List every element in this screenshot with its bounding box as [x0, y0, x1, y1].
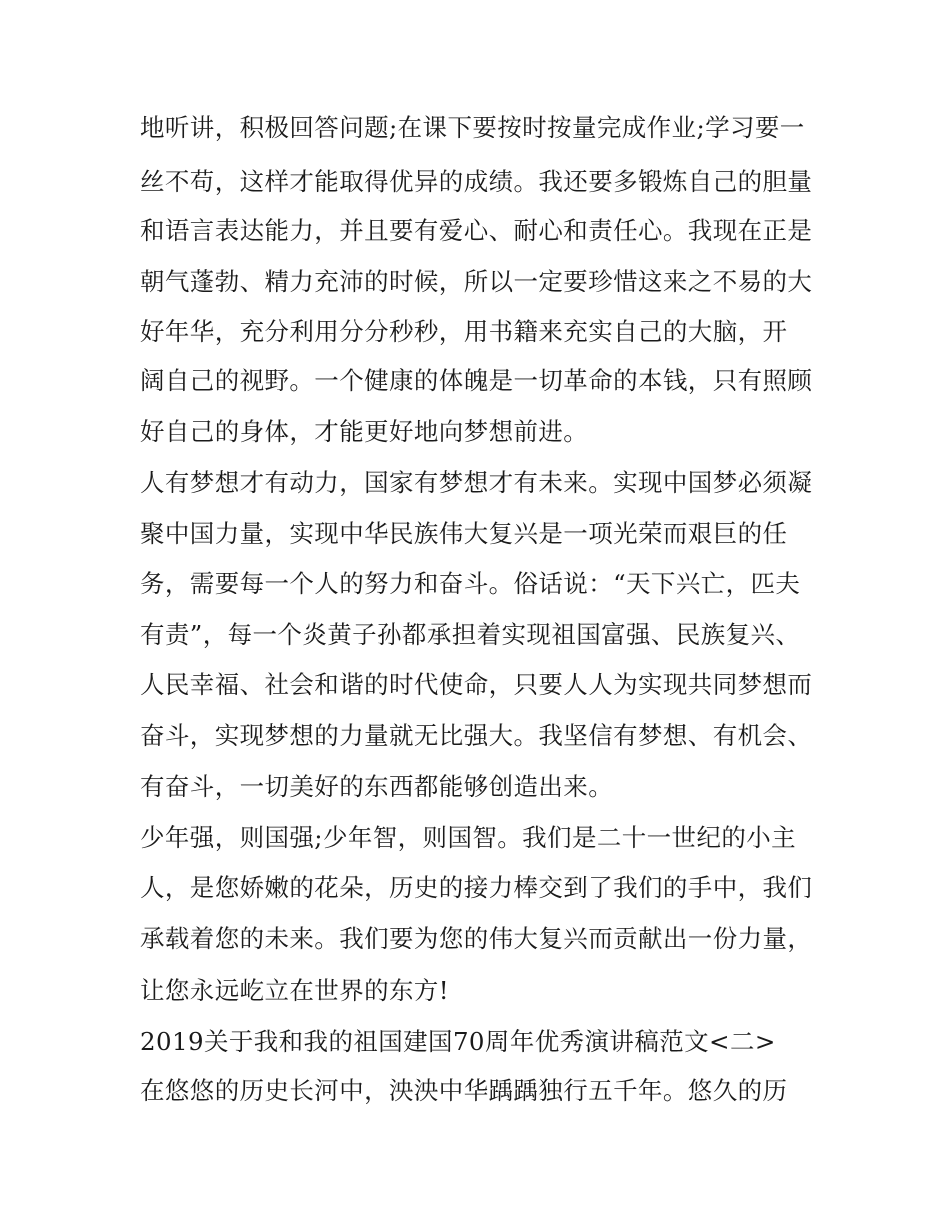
text-line: 好年华，充分利用分分秒秒，用书籍来充实自己的大脑，开 [140, 317, 788, 346]
text-line: 和语言表达能力，并且要有爱心、耐心和责任心。我现在正是 [140, 216, 813, 245]
text-line: 有责”，每一个炎黄子孙都承担着实现祖国富强、民族复兴、 [140, 620, 801, 649]
text-line: 务，需要每一个人的努力和奋斗。俗话说：“天下兴亡，匹夫 [140, 569, 801, 598]
text-line: 承载着您的未来。我们要为您的伟大复兴而贡献出一份力量， [140, 924, 813, 953]
text-line: 好自己的身体，才能更好地向梦想前进。 [140, 417, 589, 446]
text-line: 人，是您娇嫩的花朵，历史的接力棒交到了我们的手中，我们 [140, 873, 813, 902]
text-line: 丝不苟，这样才能取得优异的成绩。我还要多锻炼自己的胆量 [140, 167, 813, 196]
text-line: 人民幸福、社会和谐的时代使命，只要人人为实现共同梦想而 [140, 670, 813, 699]
text-line: 少年强，则国强;少年智，则国智。我们是二十一世纪的小主 [140, 823, 797, 852]
text-line: 地听讲，积极回答问题;在课下要按时按量完成作业;学习要一 [140, 113, 805, 142]
section-heading: 2019关于我和我的祖国建国70周年优秀演讲稿范文<二> [140, 1027, 776, 1056]
text-line: 让您永远屹立在世界的东方! [140, 976, 450, 1005]
text-line: 在悠悠的历史长河中，泱泱中华踽踽独行五千年。悠久的历 [140, 1076, 788, 1105]
text-line: 阔自己的视野。一个健康的体魄是一切革命的本钱，只有照顾 [140, 366, 813, 395]
text-line: 聚中国力量，实现中华民族伟大复兴是一项光荣而艰巨的任 [140, 519, 788, 548]
text-line: 有奋斗，一切美好的东西都能够创造出来。 [140, 772, 614, 801]
text-line: 人有梦想才有动力，国家有梦想才有未来。实现中国梦必须凝 [140, 468, 813, 497]
text-line: 奋斗，实现梦想的力量就无比强大。我坚信有梦想、有机会、 [140, 721, 813, 750]
text-line: 朝气蓬勃、精力充沛的时候，所以一定要珍惜这来之不易的大 [140, 267, 813, 296]
